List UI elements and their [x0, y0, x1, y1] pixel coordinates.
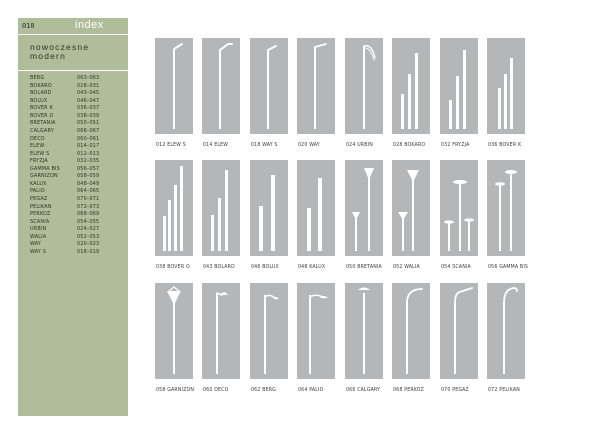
index-entry — [30, 219, 122, 227]
product-tile — [202, 283, 240, 379]
product-caption: 012 ELEW S — [156, 142, 186, 148]
index-entry — [30, 181, 122, 189]
product-tile — [392, 38, 430, 134]
index-entry-name: SCANIA — [30, 218, 50, 225]
index-entry — [30, 83, 122, 91]
index-entry-name: GAMMA BIS — [30, 165, 60, 172]
section-title-line-2: modern — [30, 51, 67, 61]
sidebar-top-rule — [18, 34, 128, 35]
scania-pole-icon — [440, 160, 478, 256]
product-tile — [202, 160, 240, 256]
walia-pole-icon — [392, 160, 430, 256]
product-tile — [250, 160, 288, 256]
index-entry — [30, 188, 122, 196]
index-entry — [30, 166, 122, 174]
product-caption: 068 PERKOZ — [393, 387, 425, 393]
index-entry-pages: 070–071 — [77, 196, 100, 202]
bokaro-pole-icon — [392, 38, 430, 134]
product-tile — [345, 38, 383, 134]
bolard-pole-icon — [202, 160, 240, 256]
fryzja-pole-icon — [440, 38, 478, 134]
product-caption: 052 WALIA — [393, 264, 420, 270]
index-entry — [30, 204, 122, 212]
index-entry-pages: 020–023 — [77, 241, 100, 248]
index-entry — [30, 98, 122, 106]
index-entry-pages: 048–049 — [77, 180, 100, 187]
index-entry-name: BERG — [30, 75, 45, 81]
page-number: 010 — [22, 22, 35, 30]
index-entry-name: WAY S — [30, 248, 46, 255]
index-entry — [30, 105, 122, 113]
index-entry — [30, 211, 122, 219]
pegaz-pole-icon — [440, 283, 478, 379]
index-entry — [30, 158, 122, 166]
product-caption: 056 GAMMA BIS — [488, 264, 529, 270]
product-tile — [155, 38, 193, 134]
product-tile — [155, 160, 193, 256]
calgary-pole-icon — [345, 283, 383, 379]
index-entry-name: ELEW — [30, 143, 45, 150]
urbin-pole-icon — [345, 38, 383, 134]
index-entry-name: PEGAZ — [30, 196, 48, 202]
product-tile — [487, 38, 525, 134]
bover-o-pole-icon — [155, 160, 193, 256]
perkoz-pole-icon — [392, 283, 430, 379]
product-caption: 070 PEGAZ — [441, 387, 469, 393]
product-tile — [440, 38, 478, 134]
index-entry-pages: 052–053 — [77, 233, 100, 240]
product-caption: 058 GARNIZON — [156, 387, 195, 393]
garnizon-pole-icon — [155, 283, 193, 379]
index-entry-name: DECO — [30, 135, 45, 142]
product-caption: 036 BOVER K — [488, 142, 522, 148]
product-tile — [155, 283, 193, 379]
product-tile — [202, 38, 240, 134]
index-title: index — [75, 19, 104, 31]
product-caption: 018 WAY S — [251, 142, 278, 148]
product-caption: 032 FRYZJA — [441, 142, 470, 148]
product-tile — [297, 38, 335, 134]
index-entry-name: ELEW S — [30, 150, 50, 157]
product-tile — [440, 283, 478, 379]
index-entry — [30, 113, 122, 121]
index-entry-name: WAY — [30, 241, 41, 248]
index-entry — [30, 128, 122, 136]
index-entry-name: PERKOZ — [30, 211, 51, 218]
index-entry-pages: 032–035 — [77, 158, 100, 165]
deco-pole-icon — [202, 283, 240, 379]
bover-k-pole-icon — [487, 38, 525, 134]
product-caption: 064 PALIO — [298, 387, 324, 393]
index-entry-pages: 054–055 — [77, 218, 100, 225]
index-entry-name: PELIKAN — [30, 203, 52, 210]
index-entry-pages: 024–027 — [77, 226, 100, 233]
product-caption: 014 ELEW — [203, 142, 229, 148]
gamma-bis-pole-icon — [487, 160, 525, 256]
index-entry — [30, 226, 122, 234]
product-caption: 050 BRETANIA — [346, 264, 382, 270]
product-tile — [297, 160, 335, 256]
product-caption: 062 BERG — [251, 387, 276, 393]
product-tile — [345, 160, 383, 256]
index-entry-name: PALIO — [30, 188, 45, 195]
index-entry-pages: 046–047 — [77, 97, 100, 104]
index-entry-name: URBIN — [30, 226, 47, 233]
index-entry-pages: 058–059 — [77, 173, 100, 180]
berg-pole-icon — [250, 283, 288, 379]
index-entry — [30, 196, 122, 204]
index-entry-name: CALGARY — [30, 127, 54, 134]
product-tile — [250, 283, 288, 379]
index-entry-pages: 014–017 — [77, 143, 100, 150]
index-entry — [30, 90, 122, 98]
product-tile — [345, 283, 383, 379]
index-entry-pages: 018–019 — [77, 248, 100, 255]
index-entry-pages: 072–073 — [77, 203, 100, 210]
product-caption: 020 WAY — [298, 142, 320, 148]
index-entry-pages: 064–065 — [77, 188, 100, 195]
index-entry-pages: 066–067 — [77, 127, 100, 134]
product-tile — [487, 160, 525, 256]
product-caption: 038 BOVER O — [156, 264, 190, 270]
index-entry — [30, 75, 122, 83]
index-entry — [30, 234, 122, 242]
index-entry-name: BOLUX — [30, 97, 48, 104]
palio-pole-icon — [297, 283, 335, 379]
sidebar-section-rule — [18, 70, 128, 71]
index-entry-pages: 043–045 — [77, 90, 100, 97]
index-entry-name: BOKARO — [30, 82, 52, 89]
product-caption: 024 URBIN — [346, 142, 373, 148]
index-entry-name: BRETANIA — [30, 120, 56, 127]
index-entry-name: BOVER K — [30, 105, 53, 112]
index-sidebar — [18, 18, 128, 416]
index-entry — [30, 143, 122, 151]
product-caption: 028 BOKARO — [393, 142, 426, 148]
index-list — [30, 75, 122, 257]
pelikan-pole-icon — [487, 283, 525, 379]
kalux-pole-icon — [297, 160, 335, 256]
product-caption: 054 SCANIA — [441, 264, 471, 270]
index-entry — [30, 249, 122, 257]
index-entry-pages: 012–013 — [77, 150, 100, 157]
product-caption: 043 BOLARD — [203, 264, 235, 270]
way-s-pole-icon — [250, 38, 288, 134]
elew-pole-icon — [202, 38, 240, 134]
index-entry-pages: 038–039 — [77, 112, 100, 119]
product-caption: 048 KALUX — [298, 264, 326, 270]
index-entry-name: BOLARD — [30, 90, 52, 97]
index-entry — [30, 241, 122, 249]
way-pole-icon — [297, 38, 335, 134]
index-entry — [30, 173, 122, 181]
product-caption: 072 PELIKAN — [488, 387, 520, 393]
elew-s-pole-icon — [155, 38, 193, 134]
index-entry — [30, 151, 122, 159]
index-entry-name: WALIA — [30, 233, 47, 240]
index-entry — [30, 120, 122, 128]
product-caption: 046 BOLUX — [251, 264, 279, 270]
section-title-line-1: nowoczesne — [30, 42, 90, 52]
product-caption: 066 CALGARY — [346, 387, 381, 393]
bretania-pole-icon — [345, 160, 383, 256]
product-tile — [392, 283, 430, 379]
bolux-pole-icon — [250, 160, 288, 256]
product-tile — [297, 283, 335, 379]
product-tile — [440, 160, 478, 256]
index-entry-pages: 050–051 — [77, 120, 100, 127]
index-entry-pages: 028–031 — [77, 82, 100, 89]
index-entry-pages: 060–061 — [77, 135, 100, 142]
index-entry-name: GARNIZON — [30, 173, 58, 180]
index-entry-pages: 056–057 — [77, 165, 100, 172]
product-tile — [392, 160, 430, 256]
index-entry-name: KALUX — [30, 180, 47, 187]
index-entry-name: BOVER O — [30, 112, 54, 119]
product-tile — [250, 38, 288, 134]
product-tile — [487, 283, 525, 379]
index-entry-name: FRYZJA — [30, 158, 48, 165]
index-entry — [30, 136, 122, 144]
index-entry-pages: 063–063 — [77, 75, 100, 81]
section-title — [30, 43, 89, 61]
index-entry-pages: 068–069 — [77, 211, 100, 218]
product-caption: 060 DECO — [203, 387, 229, 393]
index-entry-pages: 036–037 — [77, 105, 100, 112]
